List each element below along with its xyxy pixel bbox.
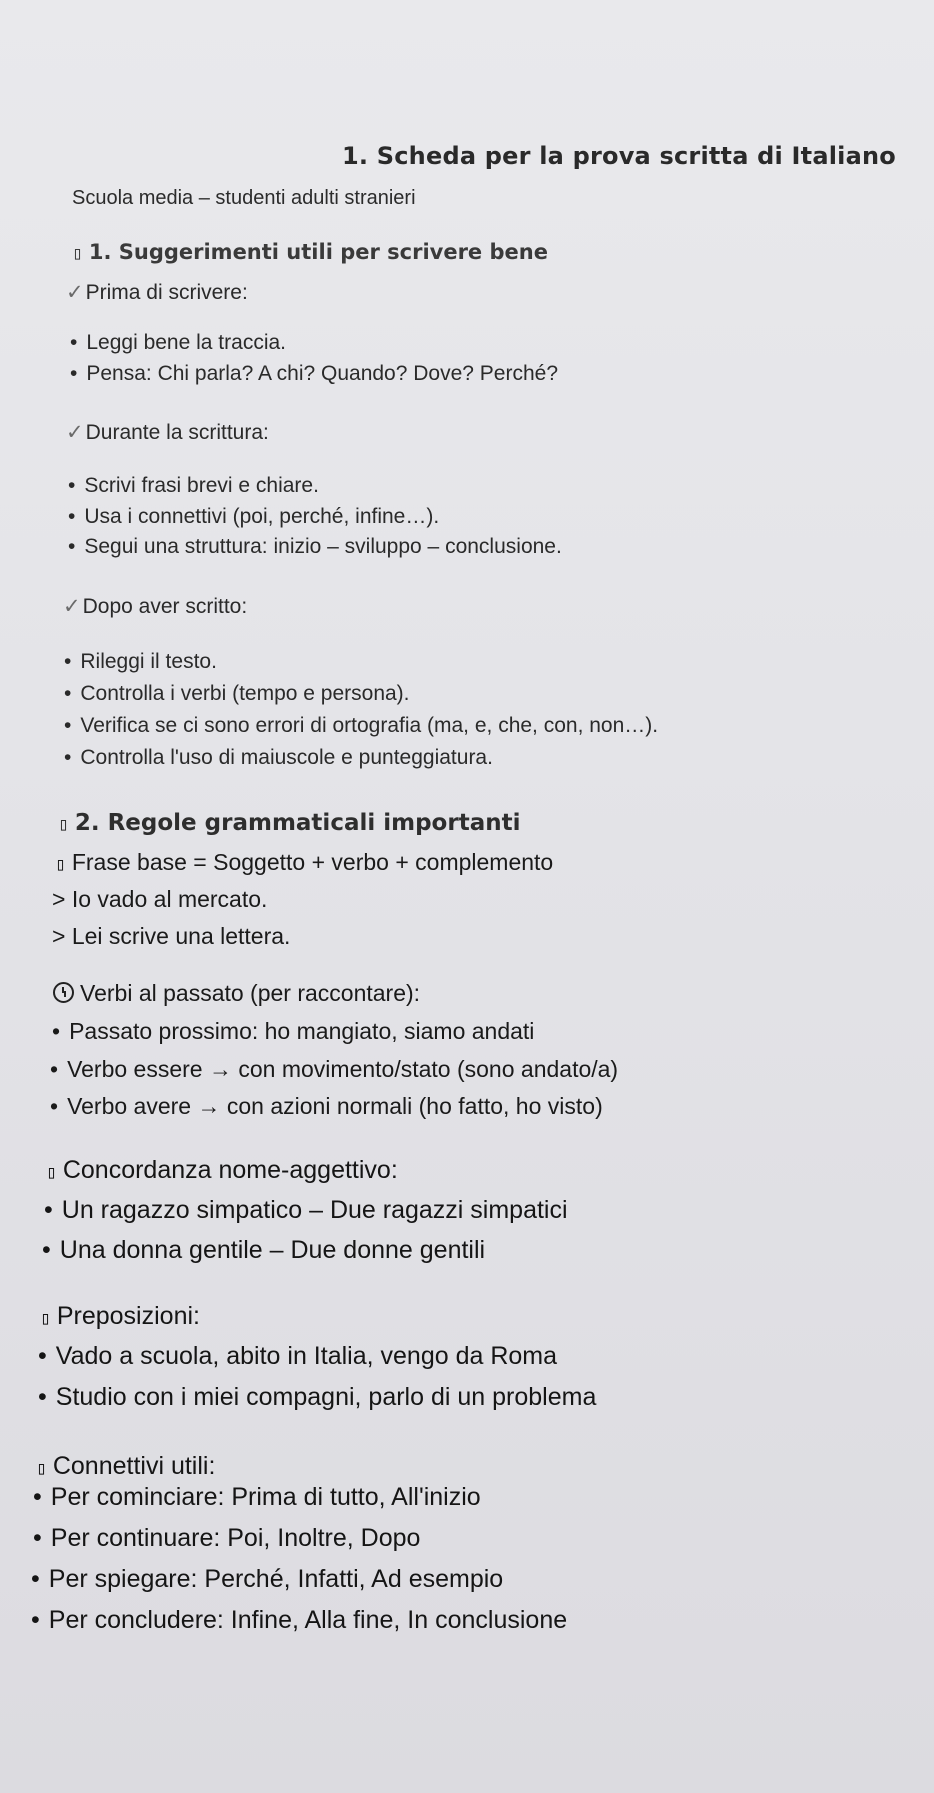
document-subtitle: Scuola media – studenti adulti stranieri (72, 187, 416, 209)
list-item: • Verbo avere → con azioni normali (ho fatto, ho visto) (50, 1093, 603, 1119)
preposizioni-label-text: Preposizioni: (56, 1302, 200, 1330)
list-item: • Per cominciare: Prima di tutto, All'inizio (33, 1483, 481, 1511)
list-item: • Un ragazzo simpatico – Due ragazzi simpatici (44, 1196, 568, 1224)
list-item: • Verbo essere → con movimento/stato (sono andato/a) (50, 1056, 619, 1082)
bullet-icon: • (31, 1565, 40, 1593)
bullet-icon: • (38, 1342, 47, 1370)
connettivi-label-text: Connettivi utili: (52, 1452, 216, 1480)
example-line: > Lei scrive una lettera. (52, 923, 291, 949)
durante-label (66, 420, 269, 445)
missing-glyph-icon: ▯ (72, 243, 83, 264)
verbi-label (53, 980, 420, 1007)
section-1-heading-text: 1. Suggerimenti utili per scrivere bene (88, 240, 548, 264)
bullet-icon: • (42, 1236, 51, 1264)
alarm-clock-icon (53, 982, 74, 1003)
frase-base-label (55, 849, 553, 876)
check-icon: ✓ (66, 281, 84, 304)
missing-glyph-icon: ▯ (55, 854, 66, 875)
bullet-icon: • (70, 362, 78, 385)
list-item: • Per concludere: Infine, Alla fine, In conclusione (31, 1606, 568, 1634)
list-item: • Vado a scuola, abito in Italia, vengo da Roma (38, 1342, 558, 1370)
list-item: • Studio con i miei compagni, parlo di un problema (38, 1383, 597, 1411)
bullet-icon: • (68, 505, 76, 528)
concordanza-label-text: Concordanza nome-aggettivo: (62, 1156, 398, 1184)
check-icon: ✓ (63, 595, 81, 618)
bullet-icon: • (38, 1383, 47, 1411)
list-item: • Passato prossimo: ho mangiato, siamo andati (52, 1018, 535, 1044)
list-item: • Pensa: Chi parla? A chi? Quando? Dove? Perché? (70, 362, 559, 385)
list-item: • Rileggi il testo. (64, 650, 217, 673)
example-line: > Io vado al mercato. (52, 886, 268, 912)
bullet-icon: • (50, 1056, 59, 1082)
list-item: • Controlla l'uso di maiuscole e punteggiatura. (64, 746, 493, 769)
bullet-icon: • (70, 331, 78, 354)
preposizioni-label (40, 1302, 200, 1331)
missing-glyph-icon: ▯ (58, 814, 69, 835)
bullet-icon: • (52, 1018, 61, 1044)
bullet-icon: • (64, 650, 72, 673)
prima-label-text: Prima di scrivere: (85, 281, 248, 304)
bullet-icon: • (64, 682, 72, 705)
section-1-heading (72, 240, 548, 264)
bullet-icon: • (68, 535, 76, 558)
dopo-label-text: Dopo aver scritto: (82, 595, 248, 618)
concordanza-label (46, 1156, 398, 1185)
missing-glyph-icon: ▯ (36, 1458, 47, 1479)
section-2-heading (58, 810, 520, 836)
list-item: • Controlla i verbi (tempo e persona). (64, 682, 410, 705)
bullet-icon: • (50, 1093, 59, 1119)
document-title: 1. Scheda per la prova scritta di Italiano (342, 142, 896, 170)
list-item: • Segui una struttura: inizio – sviluppo – conclusione. (68, 535, 562, 558)
bullet-icon: • (33, 1483, 42, 1511)
check-icon: ✓ (66, 421, 84, 444)
list-item: • Usa i connettivi (poi, perché, infine…). (68, 505, 440, 528)
bullet-icon: • (33, 1524, 42, 1552)
missing-glyph-icon: ▯ (40, 1308, 51, 1329)
list-item: • Per spiegare: Perché, Infatti, Ad esempio (31, 1565, 504, 1593)
list-item: • Per continuare: Poi, Inoltre, Dopo (33, 1524, 421, 1552)
list-item: • Una donna gentile – Due donne gentili (42, 1236, 486, 1264)
verbi-label-text: Verbi al passato (per raccontare): (80, 980, 421, 1006)
bullet-icon: • (68, 474, 76, 497)
missing-glyph-icon: ▯ (46, 1162, 57, 1183)
prima-label (66, 280, 248, 305)
bullet-icon: • (44, 1196, 53, 1224)
list-item: • Verifica se ci sono errori di ortografia (ma, e, che, con, non…). (64, 714, 659, 737)
list-item: • Scrivi frasi brevi e chiare. (68, 474, 319, 497)
bullet-icon: • (31, 1606, 40, 1634)
dopo-label (63, 594, 247, 619)
bullet-icon: • (64, 746, 72, 769)
section-2-heading-text: 2. Regole grammaticali importanti (74, 810, 521, 836)
bullet-icon: • (64, 714, 72, 737)
list-item: • Leggi bene la traccia. (70, 331, 286, 354)
frase-base-text: Frase base = Soggetto + verbo + complemento (71, 849, 554, 875)
connettivi-label (36, 1452, 215, 1481)
durante-label-text: Durante la scrittura: (85, 421, 269, 444)
